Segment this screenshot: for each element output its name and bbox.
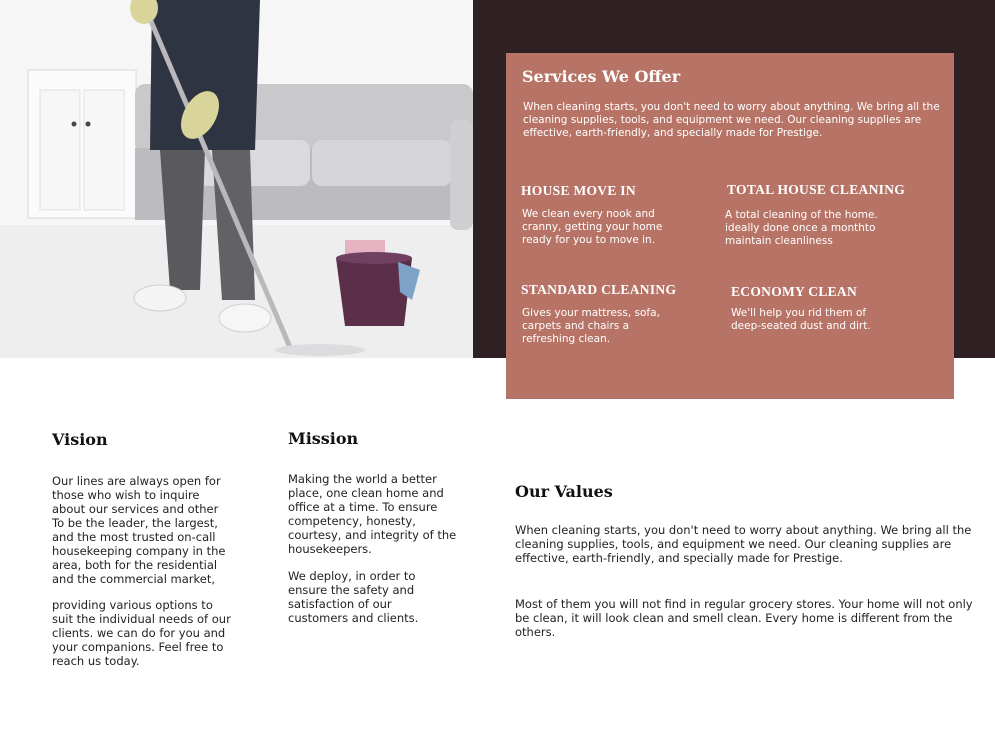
- services-panel: [506, 53, 954, 399]
- service-text: A total cleaning of the home. ideally done once a monthto maintain cleanliness: [725, 209, 878, 247]
- vision-title: Vision: [52, 430, 108, 449]
- vision-paragraph-1: Our lines are always open for those who wish to inquire about our services and other To be the leader, the largest, and the most trusted on-call housekeeping company in the area, both for the residential and the commercial market,: [52, 474, 226, 586]
- service-title: STANDARD CLEANING: [521, 282, 677, 297]
- service-title: ECONOMY CLEAN: [731, 284, 858, 299]
- service-text: We'll help you rid them of deep-seated dust and dirt.: [731, 307, 871, 332]
- services-title: Services We Offer: [522, 67, 681, 86]
- values-paragraph-2: Most of them you will not find in regular grocery stores. Your home will not only be clean, it will look clean and smell clean. Every home is different from the others.: [515, 597, 973, 639]
- service-title: TOTAL HOUSE CLEANING: [727, 182, 906, 197]
- hero-photo-cleaner-mopping: [0, 0, 473, 358]
- values-title: Our Values: [515, 482, 613, 501]
- mission-paragraph-1: Making the world a better place, one clean home and office at a time. To ensure competency, honesty, courtesy, and integrity of the housekeepers.: [288, 472, 457, 556]
- services-intro: When cleaning starts, you don't need to worry about anything. We bring all the cleaning supplies, tools, and equipment we need. Our cleaning supplies are effective, earth-friendly, and specially made for Prestige.: [523, 101, 940, 139]
- service-title: HOUSE MOVE IN: [521, 183, 636, 198]
- mission-paragraph-2: We deploy, in order to ensure the safety and satisfaction of our customers and clients.: [288, 569, 419, 625]
- values-paragraph-1: When cleaning starts, you don't need to worry about anything. We bring all the cleaning supplies, tools, and equipment we need. Our cleaning supplies are effective, earth-friendly, and specially made for Prestige.: [515, 523, 972, 565]
- vision-paragraph-2: providing various options to suit the individual needs of our clients. we can do for you and your companions. Feel free to reach us today.: [52, 598, 231, 668]
- service-text: We clean every nook and cranny, getting your home ready for you to move in.: [522, 208, 663, 246]
- cleaning-photo-illustration: [0, 0, 473, 358]
- mission-title: Mission: [288, 429, 359, 448]
- service-text: Gives your mattress, sofa, carpets and chairs a refreshing clean.: [522, 307, 660, 345]
